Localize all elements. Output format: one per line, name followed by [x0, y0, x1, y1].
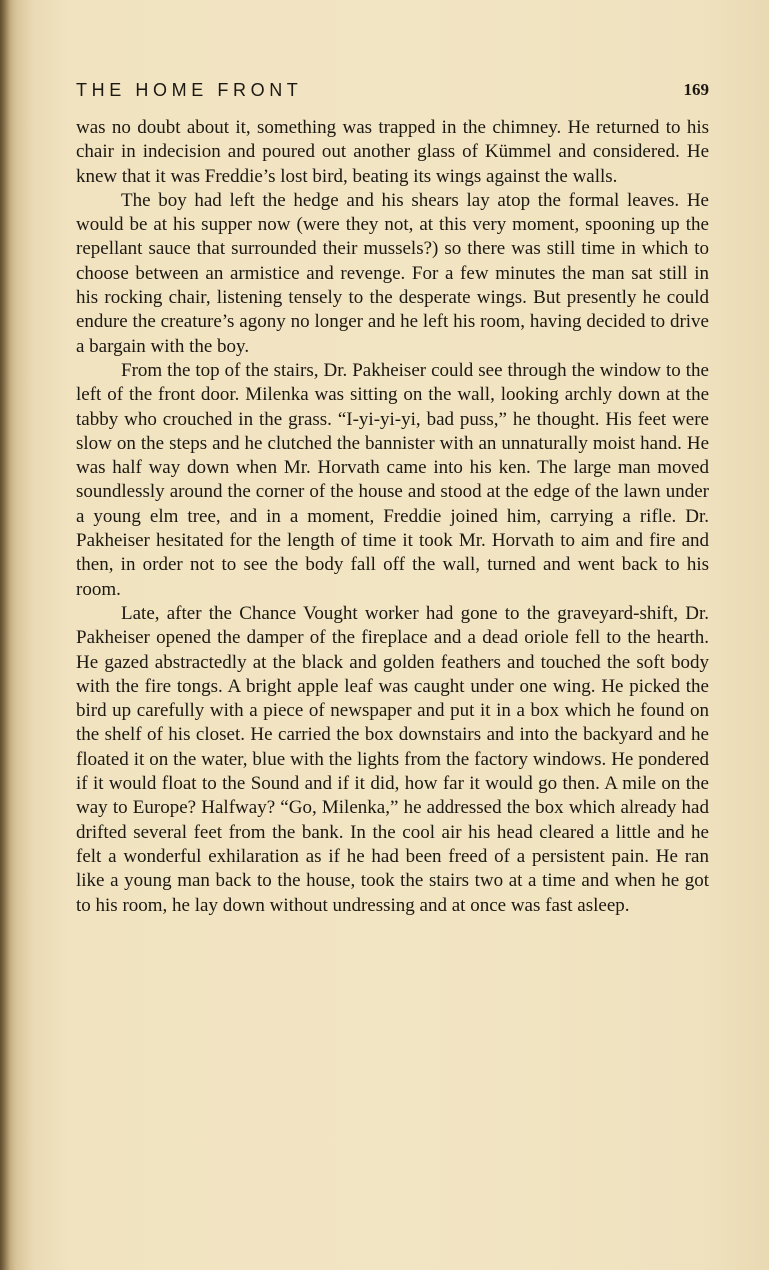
- paragraph: From the top of the stairs, Dr. Pakheiser could see through the window to the left of the front door. Milenka was sitting on the wall, looking archly down at the tabby who crouched in the grass. “I-yi-yi-yi, bad puss,” he thought. His feet were slow on the steps and he clutched the bannister with an unnaturally moist hand. He was half way down when Mr. Horvath came into his ken. The large man moved soundlessly around the corner of the house and stood at the edge of the lawn under a young elm tree, and in a moment, Freddie joined him, carrying a rifle. Dr. Pakheiser hesitated for the length of time it took Mr. Horvath to aim and fire and then, in order not to see the body fall off the wall, turned and went back to his room.: [76, 359, 709, 600]
- paragraph: Late, after the Chance Vought worker had gone to the graveyard-shift, Dr. Pakheiser opened the damper of the fireplace and a dead oriole fell to the hearth. He gazed abstractedly at the black and golden feathers and touched the soft body with the fire tongs. A bright apple leaf was caught under one wing. He picked the bird up carefully with a piece of newspaper and put it in a box which he found on the shelf of his closet. He carried the box downstairs and into the backyard and he floated it on the water, blue with the lights from the factory windows. He pondered if it would float to the Sound and if it did, how far it would go then. A mile on the way to Europe? Halfway? “Go, Milenka,” he addressed the box which already had drifted several feet from the bank. In the cool air his head cleared a little and he felt a wonderful exhilaration as if he had been freed of a persistent pain. He ran like a young man back to the house, took the stairs two at a time and when he got to his room, he lay down without undressing and at once was fast asleep.: [76, 602, 709, 916]
- paragraph: The boy had left the hedge and his shears lay atop the formal leaves. He would be at his supper now (were they not, at this very moment, spooning up the repellant sauce that surrounded their mussels?) so there was still time in which to choose between an armistice and revenge. For a few minutes the man sat still in his rocking chair, listening tensely to the desperate wings. But presently he could endure the creature’s agony no longer and he left his room, having decided to drive a bargain with the boy.: [76, 189, 709, 357]
- body-text: [76, 116, 709, 918]
- running-header: [76, 78, 709, 102]
- page-number: 169: [683, 80, 709, 99]
- running-title: THE HOME FRONT: [76, 80, 303, 100]
- paragraph-continued: was no doubt about it, something was trapped in the chimney. He returned to his chair in indecision and poured out another glass of Kümmel and considered. He knew that it was Freddie’s lost bird, beating its wings against the walls.: [76, 117, 709, 187]
- page-gutter-shadow: [0, 0, 10, 1270]
